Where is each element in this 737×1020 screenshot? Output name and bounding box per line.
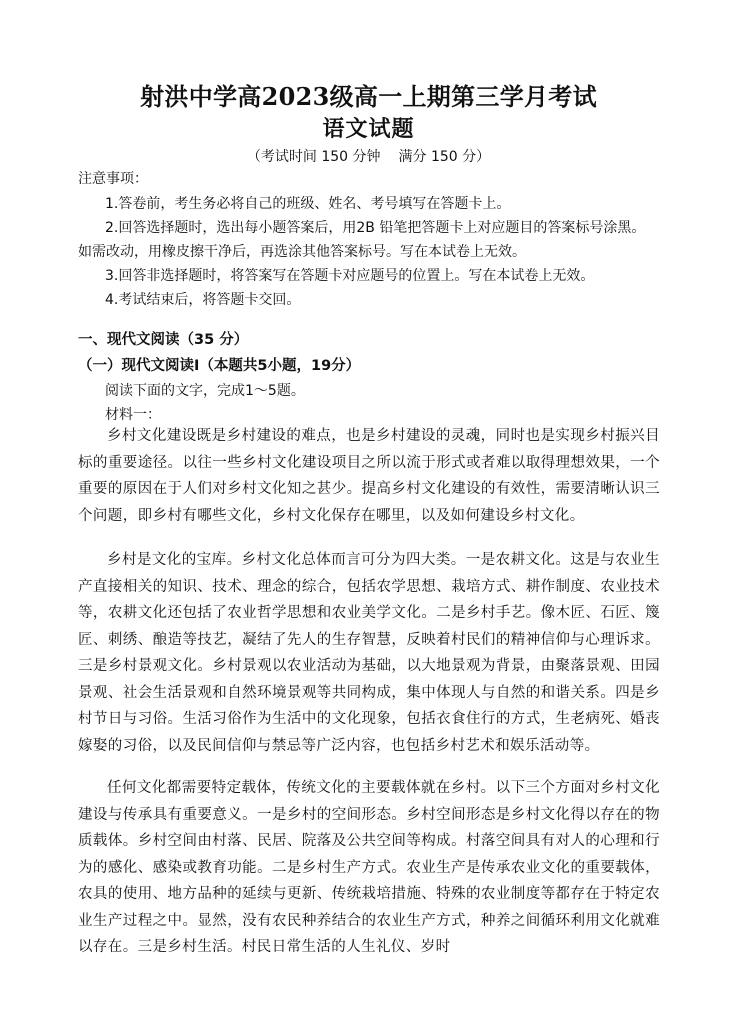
- notice-item-2-continued: 如需改动，用橡皮擦干净后，再选涂其他答案标号。写在本试卷上无效。: [78, 244, 526, 260]
- exam-time-line: [0, 146, 737, 166]
- notice-item-4: 4.考试结束后，将答题卡交回。: [105, 292, 301, 308]
- sub-heading: （一）现代文阅读Ⅰ（本题共5小题，19分）: [78, 358, 361, 374]
- notice-heading: 注意事项：: [78, 171, 148, 187]
- exam-duration: （考试时间 150 分钟: [246, 149, 381, 165]
- instruction: 阅读下面的文字，完成1～5题。: [105, 383, 305, 399]
- full-score: 满分 150 分）: [398, 149, 491, 165]
- exam-title: 射洪中学高2023级高一上期第三学月考试: [140, 82, 597, 111]
- paragraph-2: 乡村是文化的宝库。乡村文化总体而言可分为四大类。一是农耕文化。这是与农业生产直接相关的知识、技术、理念的综合，包括农学思想、栽培方式、耕作制度、农业技术等，农耕文化还包括了农业哲学思想和农业美学文化。二是乡村手艺。像木匠、石匠、篾匠、刺绣、酿造等技艺，凝结了先人的生存智慧，反映着村民们的精神信仰与心理诉求。三是乡村景观文化。乡村景观以农业活动为基础，以大地景观为背景，由聚落景观、田园景观、社会生活景观和自然环境景观等共同构成，集中体现人与自然的和谐关系。四是乡村节日与习俗。生活习俗作为生活中的文化现象，包括衣食住行的方式，生老病死、婚丧嫁娶的习俗，以及民间信仰与禁忌等广泛内容，也包括乡村艺术和娱乐活动等。: [78, 552, 660, 754]
- notice-item-2: 2.回答选择题时，选出每小题答案后，用2B 铅笔把答题卡上对应题目的答案标号涂黑。: [105, 220, 646, 236]
- notice-item-3: 3.回答非选择题时，将答案写在答题卡对应题号的位置上。写在本试卷上无效。: [105, 268, 595, 284]
- part-heading: 一、现代文阅读（35 分）: [78, 332, 249, 348]
- paragraph-3: 任何文化都需要特定载体，传统文化的主要载体就在乡村。以下三个方面对乡村文化建设与传承具有重要意义。一是乡村的空间形态。乡村空间形态是乡村文化得以存在的物质载体。乡村空间由村落、民居、院落及公共空间等构成。村落空间具有对人的心理和行为的感化、感染或教育功能。二是乡村生产方式。农业生产是传承农业文化的重要载体，农具的使用、地方品种的延续与更新、传统栽培措施、特殊的农业制度等都存在于特定农业生产过程之中。显然，没有农民种养结合的农业生产方式，种养之间循环利用文化就难以存在。三是乡村生活。村民日常生活的人生礼仪、岁时: [78, 780, 660, 955]
- material-label: 材料一：: [105, 407, 161, 423]
- paragraph-1: 乡村文化建设既是乡村建设的难点，也是乡村建设的灵魂，同时也是实现乡村振兴目标的重要途径。以往一些乡村文化建设项目之所以流于形式或者难以取得理想效果，一个重要的原因在于人们对乡村文化知之甚少。提高乡村文化建设的有效性，需要清晰认识三个问题，即乡村有哪些文化，乡村文化保存在哪里，以及如何建设乡村文化。: [78, 428, 660, 524]
- notice-item-1: 1.答卷前，考生务必将自己的班级、姓名、考号填写在答题卡上。: [105, 196, 511, 212]
- subject-title: 语文试题: [322, 116, 415, 142]
